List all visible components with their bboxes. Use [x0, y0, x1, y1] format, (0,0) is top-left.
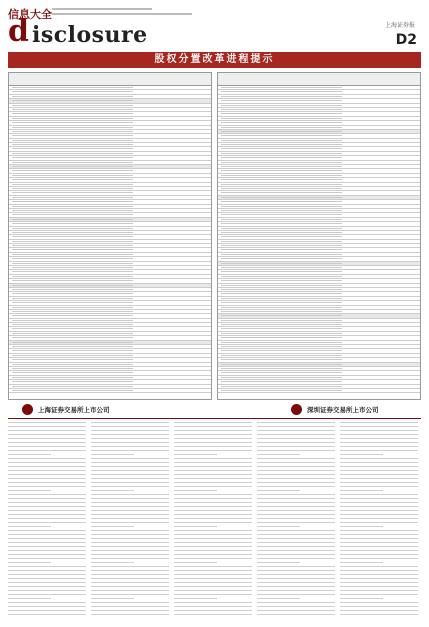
text-line — [91, 542, 169, 543]
text-line — [91, 598, 134, 599]
text-line — [8, 462, 86, 463]
table-row — [218, 389, 420, 393]
text-line — [174, 514, 252, 515]
progress-table-right — [217, 72, 421, 400]
text-line — [8, 458, 86, 459]
text-line — [8, 482, 86, 483]
text-line — [8, 478, 86, 479]
text-line — [91, 498, 169, 499]
text-line — [340, 574, 418, 575]
text-line — [257, 446, 335, 447]
text-line — [174, 490, 217, 491]
text-line — [174, 466, 252, 467]
text-line — [174, 538, 252, 539]
banner-title: 股权分置改革进程提示 — [8, 52, 421, 68]
text-line — [174, 530, 252, 531]
text-line — [257, 454, 300, 455]
text-line — [91, 426, 169, 427]
text-line — [8, 490, 51, 491]
text-line — [174, 494, 252, 495]
text-line — [174, 446, 252, 447]
text-line — [257, 510, 335, 511]
news-column-3 — [174, 422, 252, 620]
text-line — [174, 458, 252, 459]
text-line — [8, 498, 86, 499]
text-line — [174, 594, 252, 595]
text-line — [91, 474, 169, 475]
text-line — [91, 614, 169, 615]
text-line — [174, 474, 252, 475]
text-line — [174, 470, 252, 471]
text-line — [8, 598, 51, 599]
text-line — [91, 430, 169, 431]
text-line — [174, 462, 252, 463]
text-line — [8, 438, 86, 439]
text-line — [174, 478, 252, 479]
text-line — [8, 566, 86, 567]
text-line — [340, 450, 418, 451]
text-line — [91, 534, 169, 535]
text-line — [8, 454, 51, 455]
text-line — [257, 546, 335, 547]
text-line — [8, 506, 86, 507]
text-line — [340, 506, 418, 507]
text-line — [8, 510, 86, 511]
section-header-shanghai — [8, 404, 208, 416]
text-line — [91, 470, 169, 471]
text-line — [8, 602, 86, 603]
text-line — [8, 542, 86, 543]
text-line — [8, 430, 86, 431]
text-line — [8, 574, 86, 575]
text-line — [257, 574, 335, 575]
text-line — [8, 614, 86, 615]
text-line — [8, 534, 86, 535]
text-line — [340, 446, 418, 447]
exchange-seal-icon — [22, 404, 33, 415]
text-line — [8, 434, 86, 435]
text-line — [340, 474, 418, 475]
text-line — [91, 482, 169, 483]
text-line — [257, 462, 335, 463]
text-line — [340, 586, 418, 587]
text-line — [91, 562, 134, 563]
text-line — [340, 422, 418, 423]
masthead-info-line — [52, 8, 152, 10]
text-line — [91, 466, 169, 467]
text-line — [8, 494, 86, 495]
text-line — [91, 510, 169, 511]
text-line — [257, 426, 335, 427]
text-line — [174, 430, 252, 431]
text-line — [174, 506, 252, 507]
text-line — [340, 498, 418, 499]
text-line — [340, 558, 418, 559]
text-line — [340, 482, 418, 483]
table-header — [218, 73, 420, 86]
text-line — [91, 490, 134, 491]
section-title: 上海证券交易所上市公司 — [38, 406, 110, 414]
text-line — [257, 582, 335, 583]
table-row — [9, 389, 211, 393]
text-line — [174, 562, 217, 563]
text-line — [340, 602, 418, 603]
text-line — [340, 434, 418, 435]
text-line — [8, 594, 86, 595]
paper-name: 上海证券报 — [384, 22, 415, 29]
text-line — [257, 554, 335, 555]
text-line — [174, 582, 252, 583]
text-line — [257, 494, 335, 495]
text-line — [174, 590, 252, 591]
text-line — [174, 454, 217, 455]
text-line — [257, 422, 335, 423]
text-line — [257, 482, 335, 483]
text-line — [91, 454, 134, 455]
text-line — [174, 498, 252, 499]
text-line — [257, 558, 335, 559]
text-line — [257, 442, 335, 443]
text-line — [257, 490, 300, 491]
text-line — [257, 518, 335, 519]
text-line — [257, 594, 335, 595]
text-line — [174, 422, 252, 423]
text-line — [340, 462, 418, 463]
text-line — [8, 486, 86, 487]
text-line — [340, 550, 418, 551]
text-line — [340, 538, 418, 539]
text-line — [340, 542, 418, 543]
text-line — [174, 426, 252, 427]
text-line — [91, 590, 169, 591]
text-line — [91, 434, 169, 435]
text-line — [174, 438, 252, 439]
section-title: 深圳证券交易所上市公司 — [307, 406, 379, 414]
text-line — [340, 606, 418, 607]
text-line — [174, 566, 252, 567]
text-line — [91, 494, 169, 495]
progress-table-left — [8, 72, 212, 400]
text-line — [91, 478, 169, 479]
text-line — [257, 578, 335, 579]
text-line — [8, 586, 86, 587]
text-line — [340, 494, 418, 495]
text-line — [257, 470, 335, 471]
text-line — [174, 434, 252, 435]
text-line — [340, 578, 418, 579]
text-line — [91, 486, 169, 487]
text-line — [257, 534, 335, 535]
text-line — [8, 610, 86, 611]
text-line — [174, 598, 217, 599]
text-line — [91, 566, 169, 567]
text-line — [257, 542, 335, 543]
text-line — [340, 598, 383, 599]
text-line — [91, 458, 169, 459]
text-line — [8, 570, 86, 571]
text-line — [91, 446, 169, 447]
table-rows — [9, 86, 211, 393]
text-line — [91, 550, 169, 551]
text-line — [257, 610, 335, 611]
text-line — [174, 546, 252, 547]
news-column-5 — [340, 422, 418, 620]
text-line — [340, 566, 418, 567]
text-line — [340, 438, 418, 439]
text-line — [91, 462, 169, 463]
text-line — [91, 570, 169, 571]
text-line — [174, 570, 252, 571]
text-line — [8, 470, 86, 471]
text-line — [174, 522, 252, 523]
text-line — [340, 486, 418, 487]
section-chinese-title: 信息大全 — [8, 8, 52, 21]
exchange-seal-icon — [291, 404, 302, 415]
text-line — [91, 518, 169, 519]
progress-tables — [8, 72, 421, 400]
text-line — [174, 534, 252, 535]
text-line — [340, 522, 418, 523]
text-line — [174, 606, 252, 607]
text-line — [8, 530, 86, 531]
text-line — [8, 502, 86, 503]
text-line — [8, 422, 86, 423]
text-line — [8, 514, 86, 515]
text-line — [340, 458, 418, 459]
text-line — [340, 614, 418, 615]
text-line — [257, 438, 335, 439]
text-line — [257, 466, 335, 467]
masthead-info-line — [52, 13, 192, 15]
text-line — [257, 526, 300, 527]
text-line — [257, 530, 335, 531]
news-column-1 — [8, 422, 86, 620]
text-line — [91, 538, 169, 539]
text-line — [8, 522, 86, 523]
text-line — [257, 586, 335, 587]
text-line — [340, 510, 418, 511]
text-line — [340, 534, 418, 535]
text-line — [91, 574, 169, 575]
text-line — [174, 610, 252, 611]
text-line — [257, 506, 335, 507]
text-line — [91, 522, 169, 523]
text-line — [91, 606, 169, 607]
masthead-word: isclosure — [32, 22, 148, 48]
text-line — [174, 574, 252, 575]
text-line — [8, 474, 86, 475]
text-line — [257, 478, 335, 479]
text-line — [8, 466, 86, 467]
text-line — [340, 430, 418, 431]
text-line — [174, 482, 252, 483]
text-line — [174, 586, 252, 587]
text-line — [8, 442, 86, 443]
text-line — [91, 582, 169, 583]
text-line — [340, 470, 418, 471]
text-line — [91, 422, 169, 423]
text-line — [257, 590, 335, 591]
text-line — [340, 426, 418, 427]
text-line — [8, 606, 86, 607]
text-line — [91, 586, 169, 587]
text-line — [340, 518, 418, 519]
text-line — [8, 590, 86, 591]
text-line — [340, 466, 418, 467]
table-header — [9, 73, 211, 86]
news-column-4 — [257, 422, 335, 620]
text-line — [257, 522, 335, 523]
text-line — [257, 502, 335, 503]
text-line — [174, 554, 252, 555]
text-line — [91, 514, 169, 515]
text-line — [340, 546, 418, 547]
text-line — [8, 558, 86, 559]
text-line — [8, 582, 86, 583]
text-line — [91, 602, 169, 603]
text-line — [340, 502, 418, 503]
text-line — [257, 434, 335, 435]
text-line — [340, 590, 418, 591]
text-line — [174, 450, 252, 451]
text-line — [174, 502, 252, 503]
text-line — [174, 578, 252, 579]
text-line — [91, 546, 169, 547]
text-line — [257, 458, 335, 459]
text-line — [257, 430, 335, 431]
text-line — [8, 450, 86, 451]
text-line — [8, 554, 86, 555]
text-line — [174, 526, 217, 527]
text-line — [8, 562, 51, 563]
text-line — [257, 498, 335, 499]
text-line — [174, 558, 252, 559]
text-line — [257, 486, 335, 487]
text-line — [174, 510, 252, 511]
table-rows — [218, 86, 420, 393]
text-line — [8, 550, 86, 551]
text-line — [340, 594, 418, 595]
text-line — [257, 514, 335, 515]
text-line — [257, 602, 335, 603]
text-line — [340, 582, 418, 583]
text-line — [8, 426, 86, 427]
text-line — [257, 606, 335, 607]
text-line — [8, 446, 86, 447]
news-column-2 — [91, 422, 169, 620]
text-line — [257, 598, 300, 599]
text-line — [340, 530, 418, 531]
text-line — [340, 570, 418, 571]
text-line — [174, 550, 252, 551]
text-line — [91, 442, 169, 443]
text-line — [257, 614, 335, 615]
text-line — [91, 610, 169, 611]
text-line — [91, 502, 169, 503]
text-line — [91, 554, 169, 555]
text-line — [91, 594, 169, 595]
text-line — [257, 550, 335, 551]
text-line — [174, 602, 252, 603]
text-line — [91, 526, 134, 527]
text-line — [8, 538, 86, 539]
text-line — [174, 542, 252, 543]
text-line — [257, 450, 335, 451]
text-line — [91, 578, 169, 579]
text-line — [91, 558, 169, 559]
text-line — [91, 450, 169, 451]
text-line — [8, 526, 51, 527]
text-line — [340, 610, 418, 611]
page-number: D2 — [395, 32, 417, 48]
text-line — [174, 518, 252, 519]
text-line — [257, 570, 335, 571]
text-line — [340, 514, 418, 515]
text-line — [257, 566, 335, 567]
text-line — [91, 506, 169, 507]
section-header-shenzhen — [221, 404, 421, 416]
text-line — [8, 518, 86, 519]
text-line — [257, 538, 335, 539]
masthead-initial: d — [8, 14, 29, 49]
masthead — [8, 6, 421, 50]
text-line — [340, 554, 418, 555]
text-line — [174, 614, 252, 615]
text-line — [8, 546, 86, 547]
text-line — [257, 562, 300, 563]
text-line — [91, 438, 169, 439]
text-line — [174, 486, 252, 487]
text-line — [257, 474, 335, 475]
text-line — [174, 442, 252, 443]
text-line — [340, 526, 383, 527]
text-line — [340, 442, 418, 443]
text-line — [91, 530, 169, 531]
text-line — [340, 562, 383, 563]
text-line — [340, 490, 383, 491]
section-rule — [8, 418, 421, 419]
text-line — [8, 578, 86, 579]
text-line — [340, 478, 418, 479]
text-line — [340, 454, 383, 455]
